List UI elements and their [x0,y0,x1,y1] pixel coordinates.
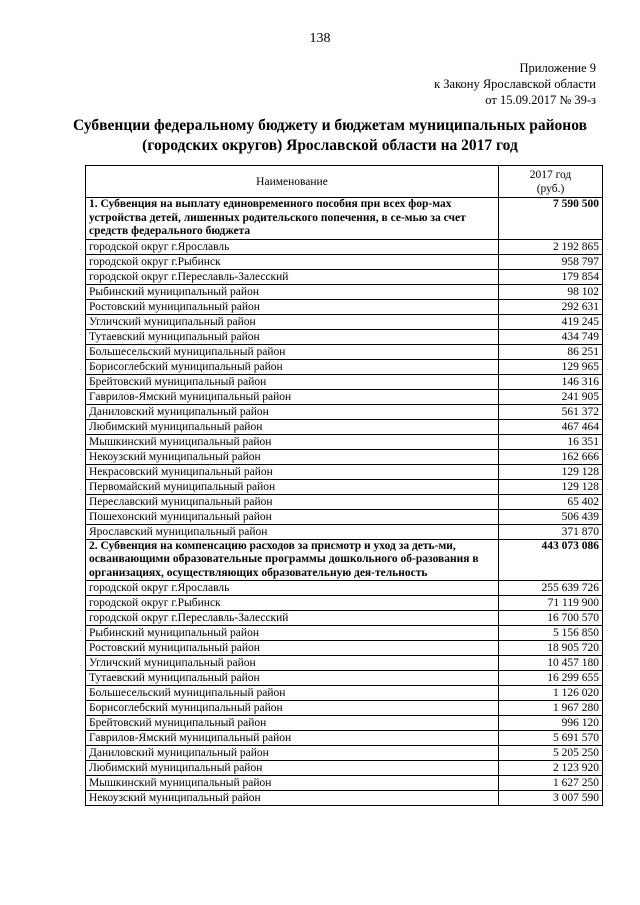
table-row [86,419,603,434]
district-name-cell: Большесельский муниципальный район [86,344,499,359]
amount-cell: 5 691 570 [499,731,603,746]
table-row [86,524,603,539]
district-name-cell: Большесельский муниципальный район [86,686,499,701]
district-name-cell: Брейтовский муниципальный район [86,716,499,731]
table-row [86,239,603,254]
amount-cell: 467 464 [499,419,603,434]
district-name-cell: Первомайский муниципальный район [86,479,499,494]
title-line-2: (городских округов) Ярославской области на 2017 год [142,137,518,154]
amount-cell: 86 251 [499,344,603,359]
district-name-cell: Борисоглебский муниципальный район [86,701,499,716]
district-name-cell: Ростовский муниципальный район [86,641,499,656]
amount-cell: 996 120 [499,716,603,731]
district-name-cell: городской округ г.Переславль-Залесский [86,269,499,284]
table-row [86,404,603,419]
district-name-cell: городской округ г.Рыбинск [86,596,499,611]
district-name-cell: Некрасовский муниципальный район [86,464,499,479]
district-name-cell: Гаврилов-Ямский муниципальный район [86,731,499,746]
district-name-cell: Мышкинский муниципальный район [86,776,499,791]
amount-cell: 65 402 [499,494,603,509]
district-name-cell: Брейтовский муниципальный район [86,374,499,389]
table-row [86,761,603,776]
amount-cell: 2 123 920 [499,761,603,776]
district-name-cell: Некоузский муниципальный район [86,449,499,464]
table-row [86,731,603,746]
table-section-row [86,539,603,581]
table-row [86,596,603,611]
amount-cell: 5 156 850 [499,626,603,641]
table-row [86,686,603,701]
district-name-cell: Некоузский муниципальный район [86,791,499,806]
amount-cell: 3 007 590 [499,791,603,806]
header-name-column: Наименование [86,166,499,198]
amount-cell: 179 854 [499,269,603,284]
district-name-cell: городской округ г.Ярославль [86,239,499,254]
subsidies-table [85,165,603,806]
district-name-cell: Ростовский муниципальный район [86,299,499,314]
section-total-cell: 7 590 500 [499,198,603,240]
table-row [86,716,603,731]
district-name-cell: Любимский муниципальный район [86,419,499,434]
table-row [86,254,603,269]
amount-cell: 10 457 180 [499,656,603,671]
amount-cell: 255 639 726 [499,581,603,596]
district-name-cell: Рыбинский муниципальный район [86,626,499,641]
appendix-note [434,60,596,108]
appendix-line-2: к Закону Ярославской области [434,77,596,91]
amount-cell: 129 128 [499,479,603,494]
amount-cell: 241 905 [499,389,603,404]
district-name-cell: городской округ г.Ярославль [86,581,499,596]
appendix-line-1: Приложение 9 [519,61,596,75]
amount-cell: 16 299 655 [499,671,603,686]
table-body [86,198,603,806]
table-row [86,389,603,404]
amount-cell: 98 102 [499,284,603,299]
header-unit-label: (руб.) [536,182,565,195]
table-row [86,581,603,596]
title-line-1: Субвенции федеральному бюджету и бюджетам муниципальных районов [73,117,587,134]
amount-cell: 371 870 [499,524,603,539]
table-row [86,344,603,359]
amount-cell: 1 126 020 [499,686,603,701]
header-year-column [499,166,603,198]
table-row [86,509,603,524]
amount-cell: 71 119 900 [499,596,603,611]
district-name-cell: Даниловский муниципальный район [86,746,499,761]
district-name-cell: Переславский муниципальный район [86,494,499,509]
table-row [86,329,603,344]
section-title-cell: 1. Субвенция на выплату единовременного пособия при всех фор-мах устройства детей, лишенных родительского попечения, в се-мью за счет средств федерального бюджета [86,198,499,240]
district-name-cell: Даниловский муниципальный район [86,404,499,419]
amount-cell: 958 797 [499,254,603,269]
table-header-row [86,166,603,198]
table-row [86,314,603,329]
header-year-label: 2017 год [529,168,572,181]
table-row [86,611,603,626]
section-title-cell: 2. Субвенция на компенсацию расходов за присмотр и уход за деть-ми, осваивающими образовательные программы дошкольного об-разования в организациях, осуществляющих образовательную дея-тельность [86,539,499,581]
district-name-cell: Гаврилов-Ямский муниципальный район [86,389,499,404]
amount-cell: 419 245 [499,314,603,329]
table-row [86,269,603,284]
table-row [86,434,603,449]
table-row [86,299,603,314]
district-name-cell: Рыбинский муниципальный район [86,284,499,299]
amount-cell: 16 351 [499,434,603,449]
amount-cell: 1 967 280 [499,701,603,716]
district-name-cell: Любимский муниципальный район [86,761,499,776]
amount-cell: 506 439 [499,509,603,524]
table-row [86,656,603,671]
table-row [86,449,603,464]
district-name-cell: Ярославский муниципальный район [86,524,499,539]
table-row [86,374,603,389]
district-name-cell: Мышкинский муниципальный район [86,434,499,449]
district-name-cell: городской округ г.Переславль-Залесский [86,611,499,626]
table-row [86,701,603,716]
district-name-cell: Тутаевский муниципальный район [86,671,499,686]
amount-cell: 146 316 [499,374,603,389]
page-number: 138 [309,31,331,46]
table-row [86,746,603,761]
table-section-row [86,198,603,240]
table-row [86,359,603,374]
amount-cell: 16 700 570 [499,611,603,626]
amount-cell: 292 631 [499,299,603,314]
table-row [86,776,603,791]
amount-cell: 434 749 [499,329,603,344]
table-row [86,494,603,509]
district-name-cell: Пошехонский муниципальный район [86,509,499,524]
table-row [86,479,603,494]
amount-cell: 18 905 720 [499,641,603,656]
section-total-cell: 443 073 086 [499,539,603,581]
amount-cell: 162 666 [499,449,603,464]
district-name-cell: городской округ г.Рыбинск [86,254,499,269]
district-name-cell: Угличский муниципальный район [86,656,499,671]
amount-cell: 129 965 [499,359,603,374]
amount-cell: 129 128 [499,464,603,479]
district-name-cell: Борисоглебский муниципальный район [86,359,499,374]
amount-cell: 2 192 865 [499,239,603,254]
table-row [86,626,603,641]
district-name-cell: Угличский муниципальный район [86,314,499,329]
amount-cell: 5 205 250 [499,746,603,761]
amount-cell: 561 372 [499,404,603,419]
table-row [86,791,603,806]
table-row [86,641,603,656]
district-name-cell: Тутаевский муниципальный район [86,329,499,344]
table-row [86,284,603,299]
document-title [60,116,600,156]
table-row [86,671,603,686]
appendix-line-3: от 15.09.2017 № 39-з [485,93,596,107]
amount-cell: 1 627 250 [499,776,603,791]
table-row [86,464,603,479]
